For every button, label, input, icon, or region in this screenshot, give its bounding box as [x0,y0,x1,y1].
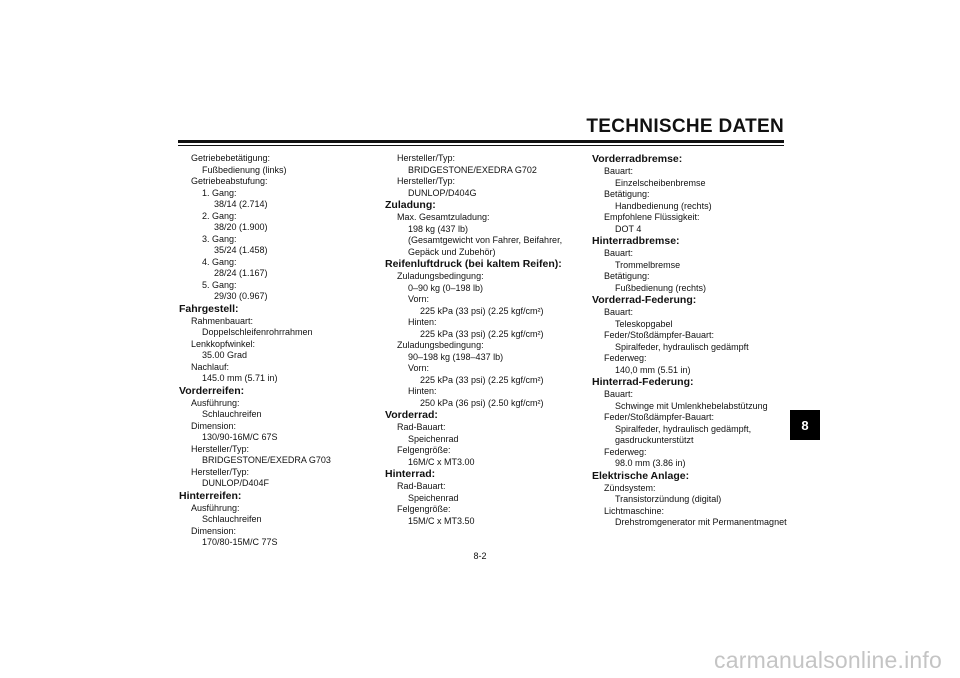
spec-value: Speichenrad [408,433,459,444]
spec-label: Rahmenbauart: [191,315,254,326]
spec-value: 225 kPa (33 psi) (2.25 kgf/cm²) [420,374,544,385]
spec-label: Bauart: [604,389,634,399]
spec-value: 98.0 mm (3.86 in) [615,458,686,468]
spec-label: Bauart: [604,166,634,176]
spec-value: 1. Gang: [202,187,237,198]
spec-label: Ausführung: [191,502,240,513]
spec-value: Speichenrad [408,492,459,503]
section-heading: Reifenluftdruck (bei kaltem Reifen): [385,258,562,270]
spec-label: Empfohlene Flüssigkeit: [604,212,700,222]
chapter-tab[interactable]: 8 [790,410,820,440]
spec-value: gasdruckunterstützt [615,435,694,445]
spec-value: 0–90 kg (0–198 lb) [408,282,484,293]
spec-label: Rad-Bauart: [397,422,446,432]
spec-label: Getriebebetätigung: [191,153,271,163]
section-heading: Vorderreifen: [179,384,245,397]
spec-value: 5. Gang: [202,279,237,290]
spec-column-1 [179,153,369,549]
spec-label: Nachlauf: [191,361,230,372]
spec-value: 15M/C x MT3.50 [408,515,475,526]
spec-value: 3. Gang: [202,233,237,244]
spec-value: 170/80-15M/C 77S [202,537,278,547]
spec-label: Bauart: [604,307,634,317]
spec-value: 250 kPa (36 psi) (2.50 kgf/cm²) [420,397,544,408]
spec-label: Bauart: [604,248,634,258]
spec-value: Gepäck und Zubehör) [408,246,496,257]
page-number: 8-2 [473,551,487,561]
spec-label: Hersteller/Typ: [397,176,456,186]
spec-value: 38/20 (1.900) [214,222,268,232]
section-heading: Vorderrad-Federung: [592,294,697,306]
spec-label: Rad-Bauart: [397,481,446,491]
spec-value: 140,0 mm (5.51 in) [615,364,691,375]
spec-value: 225 kPa (33 psi) (2.25 kgf/cm²) [420,328,544,339]
section-heading: Fahrgestell: [179,302,239,315]
header-rule-thick [178,140,784,143]
section-heading: Hinterrad: [385,468,436,480]
spec-value: 198 kg (437 lb) [408,223,469,234]
spec-label: Max. Gesamtzuladung: [397,212,490,222]
spec-label: Hersteller/Typ: [397,153,456,163]
spec-value: BRIDGESTONE/EXEDRA G702 [408,164,537,175]
spec-column-3 [592,153,792,529]
spec-value: Fußbedienung (rechts) [615,282,707,293]
spec-column-2 [385,153,575,527]
spec-value: BRIDGESTONE/EXEDRA G703 [202,455,331,465]
section-heading: Hinterradbremse: [592,235,680,247]
spec-value: 225 kPa (33 psi) (2.25 kgf/cm²) [420,305,544,316]
section-heading: Vorderradbremse: [592,153,683,165]
spec-value: Schlauchreifen [202,514,262,524]
spec-label: Zündsystem: [604,482,656,493]
section-heading: Elektrische Anlage: [592,469,690,482]
spec-label: Lenkkopfwinkel: [191,338,256,349]
spec-label: Felgengröße: [397,445,451,455]
spec-value: Handbedienung (rechts) [615,200,712,211]
spec-label: Lichtmaschine: [604,505,665,516]
spec-value: Schlauchreifen [202,409,262,419]
spec-value: 28/24 (1.167) [214,268,268,278]
spec-value: Hinten: [408,386,437,396]
spec-value: (Gesamtgewicht von Fahrer, Beifahrer, [408,235,563,245]
spec-label: Feder/Stoßdämpfer-Bauart: [604,412,715,422]
spec-label: Betätigung: [604,271,650,281]
spec-value: Trommelbremse [615,259,681,270]
spec-label: Getriebeabstufung: [191,176,268,186]
spec-value: 4. Gang: [202,256,237,267]
watermark: carmanualsonline.info [714,647,942,673]
spec-label: Ausführung: [191,397,240,408]
spec-label: Hersteller/Typ: [191,466,250,477]
section-heading: Vorderrad: [385,409,438,421]
spec-label: Federweg: [604,446,647,457]
spec-value: DUNLOP/D404F [202,478,270,488]
spec-value: Vorn: [408,363,430,373]
spec-value: Drehstromgenerator mit Permanentmagnet [615,517,787,527]
spec-value: Fußbedienung (links) [202,164,287,175]
spec-value: 29/30 (0.967) [214,291,268,301]
spec-value: 35.00 Grad [202,350,248,360]
spec-value: 90–198 kg (198–437 lb) [408,351,504,362]
spec-label: Zuladungsbedingung: [397,271,484,281]
spec-value: Einzelscheibenbremse [615,177,706,188]
spec-value: DOT 4 [615,223,642,234]
spec-value: Vorn: [408,294,430,304]
spec-value: Hinten: [408,317,437,327]
spec-value: Spiralfeder, hydraulisch gedämpft, [615,423,752,434]
spec-label: Feder/Stoßdämpfer-Bauart: [604,330,715,340]
spec-value: 130/90-16M/C 67S [202,432,278,442]
spec-value: Teleskopgabel [615,318,673,329]
section-heading: Hinterreifen: [179,489,242,502]
spec-value: 38/14 (2.714) [214,199,268,209]
spec-label: Betätigung: [604,189,650,199]
page-title: TECHNISCHE DATEN [586,116,784,137]
spec-value: Transistorzündung (digital) [615,494,722,504]
spec-value: 35/24 (1.458) [214,245,268,255]
spec-label: Hersteller/Typ: [191,443,250,454]
spec-label: Federweg: [604,353,647,363]
spec-label: Dimension: [191,525,237,536]
section-heading: Hinterrad-Federung: [592,376,694,388]
spec-value: Spiralfeder, hydraulisch gedämpft [615,341,749,352]
header-rule-thin [178,145,784,146]
spec-value: 145.0 mm (5.71 in) [202,373,278,383]
spec-value: Doppelschleifenrohrrahmen [202,327,313,337]
spec-label: Felgengröße: [397,504,451,514]
spec-value: 2. Gang: [202,210,237,221]
spec-label: Zuladungsbedingung: [397,340,484,350]
spec-value: Schwinge mit Umlenkhebelabstützung [615,400,768,411]
spec-label: Dimension: [191,420,237,431]
spec-value: DUNLOP/D404G [408,187,477,198]
section-heading: Zuladung: [385,199,436,211]
spec-value: 16M/C x MT3.00 [408,456,475,467]
